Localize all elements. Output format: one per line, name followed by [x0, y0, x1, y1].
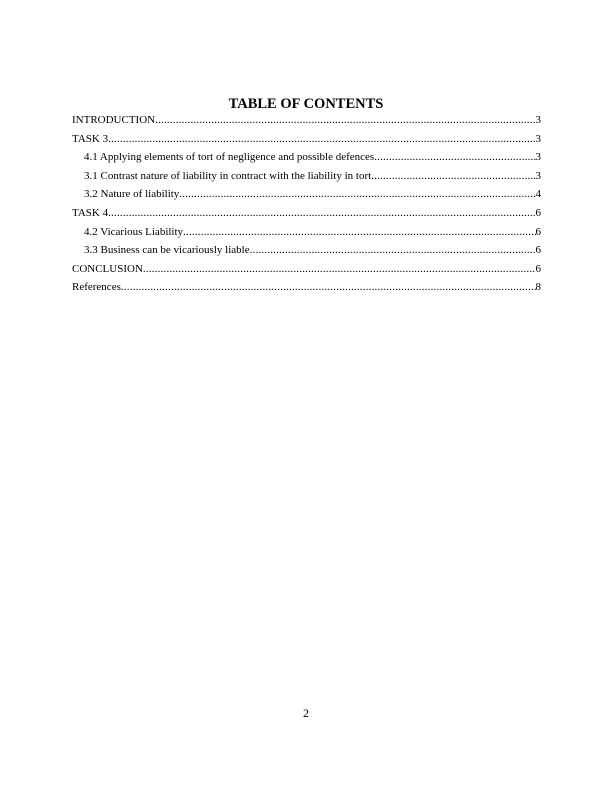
toc-entry-conclusion[interactable] [72, 262, 541, 281]
toc-entry-page-number: 6 [535, 262, 541, 275]
toc-entry-label[interactable]: TASK 4 [72, 206, 109, 219]
toc-entry-3-3[interactable] [72, 243, 541, 262]
toc-dot-leader [108, 206, 535, 220]
toc-entry-task-3[interactable] [72, 132, 541, 151]
toc-dot-leader [179, 187, 535, 201]
toc-dot-leader [250, 243, 536, 257]
toc-entry-3-1[interactable] [72, 169, 541, 188]
toc-entry-page-number: 3 [535, 169, 541, 182]
toc-entry-page-number: 6 [535, 244, 541, 257]
toc-entry-label[interactable]: TASK 3 [72, 132, 109, 145]
toc-entry-page-number: 8 [535, 281, 541, 294]
toc-entry-label[interactable]: References [72, 281, 121, 294]
toc-entry-label[interactable]: 3.3 Business can be vicariously liable [84, 244, 250, 257]
toc-dot-leader [143, 262, 536, 276]
toc-entry-page-number: 6 [535, 225, 541, 238]
toc-entry-label[interactable]: INTRODUCTION [72, 114, 156, 126]
toc-dot-leader [155, 113, 535, 127]
toc-entry-page-number: 3 [535, 114, 541, 126]
toc-entry-label[interactable]: CONCLUSION [72, 262, 143, 275]
toc-entry-label[interactable]: 4.1 Applying elements of tort of negligence and possible defences [84, 151, 375, 164]
toc-entry-4-1[interactable] [72, 150, 541, 169]
toc-entry-task-4[interactable] [72, 206, 541, 225]
toc-entry-label[interactable]: 3.2 Nature of liability [84, 188, 180, 201]
toc-entry-page-number: 4 [535, 188, 541, 201]
toc-dot-leader [183, 225, 535, 239]
toc-entry-3-2[interactable] [72, 187, 541, 206]
toc-dot-leader [374, 150, 535, 164]
page-number: 2 [303, 706, 309, 720]
toc-title: TABLE OF CONTENTS [228, 96, 384, 112]
toc-entry-references[interactable] [72, 280, 541, 299]
toc-entry-page-number: 3 [535, 151, 541, 164]
toc-list [72, 113, 541, 299]
toc-dot-leader [371, 169, 535, 183]
toc-entry-4-2[interactable] [72, 225, 541, 244]
toc-entry-label[interactable]: 3.1 Contrast nature of liability in contract with the liability in tort [84, 169, 372, 182]
toc-entry-page-number: 3 [535, 132, 541, 145]
toc-entry-label[interactable]: 4.2 Vicarious Liability [84, 225, 184, 238]
toc-dot-leader [121, 280, 536, 294]
toc-entry-introduction[interactable] [72, 113, 541, 132]
toc-dot-leader [108, 132, 535, 146]
toc-entry-page-number: 6 [535, 206, 541, 219]
